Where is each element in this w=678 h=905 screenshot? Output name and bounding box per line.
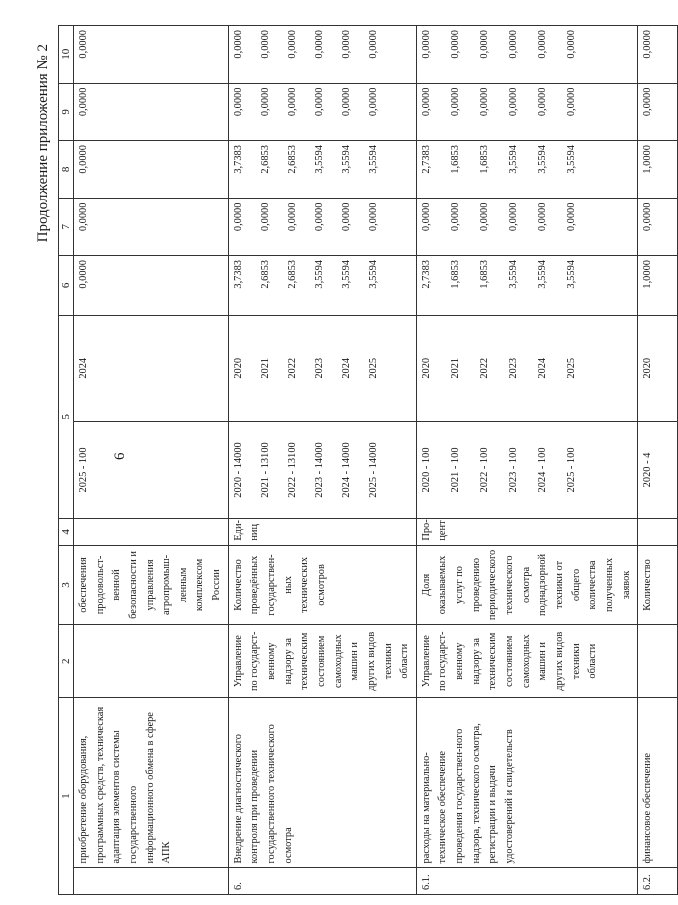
row-c10-cell [416,26,637,84]
value: 0,0000 [313,87,325,117]
program-table [58,25,678,895]
row-indicator: Количество [638,545,678,625]
row-executor [74,625,229,698]
row-c6-cell [416,256,637,316]
value: 0,0000 [232,30,244,59]
value: 3,7383 [232,260,244,289]
row-year-cell [416,315,637,421]
row-c7-cell [638,198,678,255]
column-header-5: 5 [59,315,74,518]
value: 1,0000 [642,145,654,174]
row-c8-cell [638,141,678,198]
value: 3,5594 [340,145,352,174]
value: 0,0000 [420,87,432,117]
value: 3,5594 [367,145,379,174]
table-row [228,26,416,895]
code-value: 2020 - 4 [642,452,654,488]
year-value: 2024 [78,357,89,379]
code-value: 2020 - 100 [420,447,432,493]
row-unit: Еди-ниц [228,519,416,546]
row-c7-cell [74,198,229,255]
row-c10-cell [638,26,678,84]
code-value: 2022 - 13100 [286,442,298,498]
code-value: 2023 - 14000 [313,442,325,498]
appendix-title: Продолжение приложения № 2 [35,44,51,243]
table-row [416,26,637,895]
column-header-10: 10 [59,26,74,84]
year-value: 2020 [642,357,654,379]
row-unit: Про-цент [416,519,637,546]
code-value: 2024 - 14000 [340,442,352,498]
value: 3,5594 [367,260,379,289]
value: 0,0000 [449,202,461,232]
value: 0,0000 [78,30,89,59]
value: 0,0000 [420,30,432,59]
row-number [74,868,229,895]
row-name: финансовое обеспечение [638,698,678,868]
value: 0,0000 [232,202,244,232]
column-header-2: 2 [59,625,74,698]
year-value: 2025 [367,357,379,379]
value: 0,0000 [286,202,298,232]
column-header-6: 6 [59,256,74,316]
value: 0,0000 [478,87,490,117]
value: 3,5594 [565,145,577,174]
row-c6-cell [74,256,229,316]
value: 0,0000 [259,202,271,232]
value: 0,0000 [536,202,548,232]
row-c8-cell [228,141,416,198]
value: 0,0000 [478,202,490,232]
row-c6-cell [228,256,416,316]
value: 0,0000 [367,30,379,59]
value: 1,6853 [478,145,490,174]
code-value: 2023 - 100 [507,447,519,493]
row-indicator: Количество проведённых государствен-ных технических осмотров [228,545,416,625]
value: 0,0000 [340,30,352,59]
value: 0,0000 [420,202,432,232]
code-value: 2025 - 14000 [367,442,379,498]
value: 0,0000 [78,87,89,117]
row-executor: Управление по государст-венному надзору за техническим состоянием самоходных машин и других видов техники области [228,625,416,698]
value: 3,5594 [507,260,519,289]
value: 0,0000 [449,30,461,59]
value: 0,0000 [232,87,244,117]
row-name: Внедрение диагностического контроля при проведении государственного технического осмотра [228,698,416,868]
value: 3,5594 [313,260,325,289]
value: 2,6853 [259,145,271,174]
row-c8-cell [416,141,637,198]
row-executor [638,625,678,698]
value: 1,0000 [642,260,654,289]
year-value: 2024 [340,357,352,379]
value: 3,5594 [565,260,577,289]
row-c8-cell [74,141,229,198]
row-code-cell [416,421,637,518]
column-header-1: 1 [59,698,74,895]
value: 0,0000 [642,202,654,232]
value: 0,0000 [367,202,379,232]
year-value: 2020 [232,357,244,379]
value: 0,0000 [565,202,577,232]
value: 1,6853 [478,260,490,289]
row-c7-cell [416,198,637,255]
value: 0,0000 [259,87,271,117]
value: 0,0000 [565,30,577,59]
year-value: 2022 [478,357,490,379]
value: 0,0000 [565,87,577,117]
value: 3,5594 [507,145,519,174]
code-value: 2021 - 13100 [259,442,271,498]
value: 0,0000 [507,30,519,59]
value: 0,0000 [78,260,89,289]
year-value: 2023 [507,357,519,379]
row-code-cell [228,421,416,518]
year-value: 2024 [536,357,548,379]
column-header-8: 8 [59,141,74,198]
row-c7-cell [228,198,416,255]
row-c9-cell [228,83,416,140]
value: 0,0000 [286,87,298,117]
value: 0,0000 [313,202,325,232]
row-c9-cell [74,83,229,140]
row-code-cell [638,421,678,518]
value: 0,0000 [78,145,89,174]
row-c10-cell [228,26,416,84]
row-year-cell [228,315,416,421]
table-row [74,26,229,895]
value: 0,0000 [340,87,352,117]
year-value: 2023 [313,357,325,379]
column-header-7: 7 [59,198,74,255]
year-value: 2020 [420,357,432,379]
value: 0,0000 [507,202,519,232]
value: 0,0000 [286,30,298,59]
value: 0,0000 [78,202,89,232]
value: 0,0000 [642,87,654,117]
year-value: 2025 [565,357,577,379]
code-value: 2021 - 100 [449,447,461,493]
row-c6-cell [638,256,678,316]
value: 2,7383 [420,260,432,289]
row-number: 6. [228,868,416,895]
code-value: 2025 - 100 [78,447,89,493]
row-c9-cell [416,83,637,140]
column-number-row [59,26,74,895]
code-value: 2024 - 100 [536,447,548,493]
year-value: 2021 [259,357,271,379]
column-header-9: 9 [59,83,74,140]
row-unit [74,519,229,546]
code-value: 2025 - 100 [565,447,577,493]
value: 2,6853 [286,145,298,174]
value: 0,0000 [478,30,490,59]
value: 0,0000 [536,30,548,59]
row-name: расходы на материально-техническое обеспечение проведения государствен-ного надзора, технического осмотра, регистрации и выдачи удостоверений и свидетельств [416,698,637,868]
row-c9-cell [638,83,678,140]
value: 1,6853 [449,260,461,289]
value: 0,0000 [340,202,352,232]
value: 3,5594 [536,260,548,289]
row-c10-cell [74,26,229,84]
value: 2,7383 [420,145,432,174]
row-indicator: обеспечения продовольст-венной безопасности и управления агропромыш-ленным комплексом России [74,545,229,625]
value: 2,6853 [286,260,298,289]
code-value: 2020 - 14000 [232,442,244,498]
code-value: 2022 - 100 [478,447,490,493]
row-number: 6.2. [638,868,678,895]
year-value: 2022 [286,357,298,379]
value: 3,7383 [232,145,244,174]
value: 2,6853 [259,260,271,289]
value: 3,5594 [313,145,325,174]
value: 1,6853 [449,145,461,174]
row-code-cell [74,421,229,518]
table-row [638,26,678,895]
column-header-4: 4 [59,519,74,546]
value: 0,0000 [507,87,519,117]
column-header-3: 3 [59,545,74,625]
value: 0,0000 [259,30,271,59]
value: 3,5594 [536,145,548,174]
value: 0,0000 [642,30,654,59]
row-year-cell [638,315,678,421]
row-unit [638,519,678,546]
year-value: 2021 [449,357,461,379]
row-number: 6.1. [416,868,637,895]
value: 0,0000 [367,87,379,117]
row-year-cell [74,315,229,421]
value: 3,5594 [340,260,352,289]
row-name: приобретение оборудования, программных средств, техническая адаптация элементов системы государственного информационного обмена в сфере АПК [74,698,229,868]
value: 0,0000 [449,87,461,117]
page-number: 6 [112,452,128,460]
row-executor: Управление по государст-венному надзору за техническим состоянием самоходных машин и других видов техники области [416,625,637,698]
row-indicator: Доля оказываемых услуг по проведению периодического технического осмотра поднадзорной техники от общего количества полученных заявок [416,545,637,625]
value: 0,0000 [313,30,325,59]
value: 0,0000 [536,87,548,117]
